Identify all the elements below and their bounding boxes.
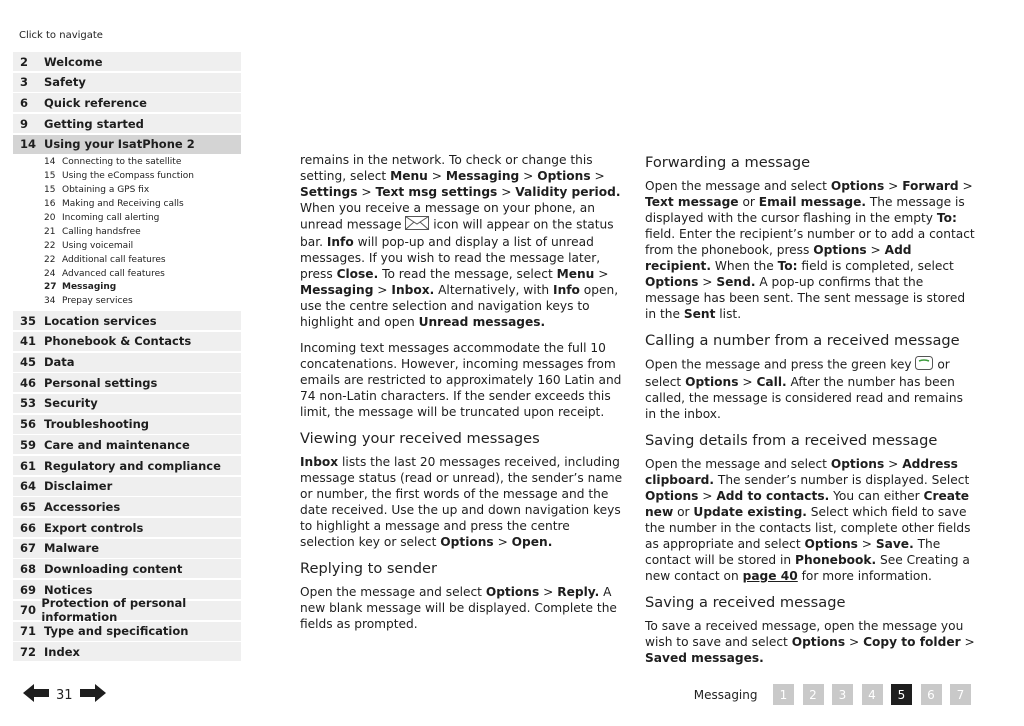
toc-subitem-incoming-call-alerting[interactable] [13, 212, 241, 226]
section-page-2[interactable]: 2 [803, 684, 824, 705]
toc-subitem-label: Messaging [62, 282, 117, 293]
previous-page-arrow-icon[interactable] [22, 683, 50, 707]
toc-item-label: Getting started [44, 116, 144, 131]
section-page-nav [694, 684, 971, 705]
toc-item-page: 41 [20, 334, 37, 349]
heading-saving-message: Saving a received message [645, 594, 846, 611]
toc-item-label: Protection of personal information [41, 596, 187, 625]
text-run: > [373, 283, 392, 297]
paragraph-forwarding [645, 178, 975, 322]
text-run: remains in the network. To check or change this setting, select [300, 153, 593, 183]
menu-term: Options [830, 179, 885, 193]
toc-item-label: Notices [44, 582, 93, 597]
toc-item-page: 56 [20, 417, 37, 432]
section-page-3[interactable]: 3 [832, 684, 853, 705]
menu-term: Options [685, 375, 739, 389]
menu-term: Open. [511, 535, 553, 549]
toc-subitem-making-and-receiving-calls[interactable] [13, 198, 241, 212]
toc-item-export-controls[interactable] [13, 518, 241, 537]
menu-term: Messaging [445, 169, 520, 183]
text-run: field is completed, select [797, 259, 954, 273]
toc-subitem-label: Calling handsfree [62, 226, 141, 237]
page-pager [22, 683, 107, 707]
menu-term: Update existing. [693, 505, 807, 519]
toc-subitem-label: Connecting to the satellite [62, 157, 182, 168]
menu-term: Add to contacts. [716, 489, 830, 503]
heading-calling-number: Calling a number from a received message [645, 332, 960, 349]
toc-item-regulatory-and-compliance[interactable] [13, 456, 241, 475]
menu-term: Settings [300, 185, 358, 199]
toc-subitem-label: Prepay services [62, 296, 133, 307]
toc-item-page: 59 [20, 437, 37, 452]
menu-term: Email message. [758, 195, 866, 209]
toc-item-label: Phonebook & Contacts [44, 334, 192, 349]
menu-term: Address clipboard. [645, 457, 958, 487]
menu-term: Text message [645, 195, 739, 209]
toc-item-page: 65 [20, 499, 37, 514]
toc-main-top [13, 52, 241, 154]
toc-item-downloading-content[interactable] [13, 559, 241, 578]
text-run: or [673, 505, 694, 519]
text-run: > [857, 537, 876, 551]
section-label: Messaging [693, 687, 758, 702]
menu-term: Inbox. [391, 283, 435, 297]
toc-item-label: Safety [44, 75, 86, 90]
paragraph-inbox [300, 454, 625, 550]
text-run: list. [715, 307, 742, 321]
toc-item-page: 72 [20, 644, 37, 659]
menu-term: Send. [716, 275, 756, 289]
toc-subitem-additional-call-features[interactable] [13, 254, 241, 268]
text-run: The sender’s number is displayed. Select [714, 473, 970, 487]
content-column-left [300, 152, 625, 642]
toc-subitem-page: 15 [44, 171, 56, 182]
toc-item-label: Accessories [44, 499, 121, 514]
menu-term: To: [936, 211, 957, 225]
toc-item-welcome[interactable] [13, 52, 241, 71]
toc-item-page: 67 [20, 541, 37, 556]
paragraph-saving-details [645, 456, 975, 584]
toc-item-page: 35 [20, 313, 37, 328]
toc-item-label: Personal settings [44, 375, 158, 390]
toc-item-label: Malware [44, 541, 100, 556]
text-run: A new blank message will be displayed. Complete the fields as prompted. [300, 585, 617, 631]
toc-item-label: Export controls [44, 520, 144, 535]
toc-item-location-services[interactable] [13, 311, 241, 330]
toc-item-page: 71 [20, 624, 37, 639]
text-run: To save a received message, open the message you wish to save and select [645, 619, 964, 649]
toc-item-getting-started[interactable] [13, 114, 241, 133]
paragraph-incoming-limits [300, 340, 625, 420]
toc-main-bottom [13, 311, 241, 661]
toc-item-page: 61 [20, 458, 37, 473]
toc-item-label: Type and specification [44, 624, 189, 639]
text-run: When you receive a message on your phone, an unread message [300, 201, 595, 232]
toc-item-troubleshooting[interactable] [13, 415, 241, 434]
toc-subitem-obtaining-a-gps-fix[interactable] [13, 184, 241, 198]
menu-term: Validity period. [515, 185, 621, 199]
text-run: > [594, 267, 609, 281]
toc-item-data[interactable] [13, 353, 241, 372]
menu-term: Text msg settings [375, 185, 498, 199]
menu-term: Saved messages. [645, 651, 764, 665]
toc-subitem-page: 22 [44, 240, 56, 251]
text-run: Open the message and select [645, 457, 831, 471]
toc-item-accessories[interactable] [13, 497, 241, 516]
menu-term: Create new [645, 489, 970, 519]
text-run: icon will appear on the status bar. [300, 217, 614, 249]
toc-item-page: 68 [20, 561, 37, 576]
page-number: 31 [56, 687, 73, 703]
toc-subitem-label: Incoming call alerting [62, 213, 160, 223]
toc-subitem-page: 14 [44, 157, 56, 168]
toc-item-type-and-specification[interactable] [13, 622, 241, 641]
text-run: > [539, 585, 558, 599]
text-run: Alternatively, with [434, 283, 554, 297]
text-run: The message is displayed with the cursor flashing in the empty [645, 195, 965, 225]
text-run: The contact will be stored in [645, 537, 941, 567]
text-run: Open the message and press the green key [645, 357, 916, 372]
text-run: > [884, 457, 903, 471]
menu-term: Add recipient. [645, 243, 912, 273]
navigate-hint: Click to navigate [19, 30, 103, 41]
toc-item-index[interactable] [13, 642, 241, 661]
text-run: Select which field to save the number in the contacts list, complete other fields as appropriate and select [645, 505, 971, 551]
section-page-7[interactable]: 7 [950, 684, 971, 705]
envelope-icon [405, 216, 429, 234]
toc-item-label: Data [44, 355, 75, 370]
menu-term: Options [791, 635, 846, 649]
text-run: lists the last 20 messages received, including message status (read or unread), the sender’s name or number, the first words of the message and the date received. Use the up and down navigation keys to highlight a message and press the centre selection key or select [300, 455, 623, 549]
toc-subitem-page: 34 [44, 296, 56, 307]
text-run: open, use the centre selection and navigation keys to highlight and open [300, 283, 619, 329]
text-run: or select [645, 357, 950, 389]
text-run: A pop-up confirms that the message has been sent. The sent message is stored in the [645, 275, 966, 321]
menu-term: Info [326, 235, 354, 249]
menu-term: Menu [390, 169, 428, 183]
toc-item-page: 45 [20, 355, 37, 370]
menu-term: Forward [902, 179, 959, 193]
menu-term: Options [830, 457, 885, 471]
toc-item-page: 64 [20, 479, 37, 494]
paragraph-reply [300, 584, 625, 632]
text-run: See Creating a new contact on [645, 553, 970, 583]
toc-sublist [13, 155, 241, 311]
menu-term: Reply. [557, 585, 600, 599]
section-page-1[interactable]: 1 [773, 684, 794, 705]
toc-item-page: 14 [20, 137, 37, 152]
text-run: > [960, 635, 975, 649]
text-run: Open the message and select [645, 179, 831, 193]
section-page-4[interactable]: 4 [862, 684, 883, 705]
toc-item-label: Using your IsatPhone 2 [44, 137, 195, 152]
menu-term: Options [813, 243, 867, 257]
toc-subitem-using-voicemail[interactable] [13, 240, 241, 254]
toc-subitem-connecting-to-the-satellite[interactable] [13, 156, 241, 170]
toc-subitem-using-the-ecompass-function[interactable] [13, 170, 241, 184]
toc-subitem-label: Additional call features [62, 254, 166, 265]
text-run: > [958, 179, 973, 193]
text-run: > [519, 169, 538, 183]
toc-item-label: Index [44, 644, 80, 659]
text-run: > [738, 375, 757, 389]
toc-item-security[interactable] [13, 394, 241, 413]
content-column-right [645, 152, 975, 676]
text-run: > [590, 169, 605, 183]
menu-term: Options [645, 275, 699, 289]
toc-subitem-label: Making and Receiving calls [62, 199, 184, 210]
page-link[interactable]: page 40 [742, 569, 798, 583]
toc-subitem-prepay-services[interactable] [13, 295, 241, 309]
text-run: field. Enter the recipient’s number or to add a contact from the phonebook, press [645, 227, 975, 257]
toc-subitem-page: 20 [44, 213, 56, 223]
toc-item-page: 53 [20, 396, 37, 411]
text-run: > [866, 243, 885, 257]
text-run: > [845, 635, 864, 649]
toc-item-protection-of-personal-information[interactable] [13, 596, 241, 625]
section-page-5[interactable]: 5 [891, 684, 912, 705]
text-run: > [698, 275, 717, 289]
toc-subitem-advanced-call-features[interactable] [13, 268, 241, 282]
toc-item-label: Care and maintenance [44, 437, 190, 452]
toc-subitem-page: 24 [44, 268, 56, 279]
heading-viewing-messages: Viewing your received messages [300, 430, 540, 447]
toc-item-page: 2 [20, 54, 29, 69]
text-run: > [698, 489, 717, 503]
menu-term: Unread messages. [418, 315, 546, 329]
text-run: To read the message, select [378, 267, 557, 281]
toc-item-page: 3 [20, 75, 29, 90]
menu-term: Menu [556, 267, 595, 281]
menu-term: Sent [683, 307, 716, 321]
paragraph-unread-message [300, 152, 625, 330]
menu-term: Save. [875, 537, 914, 551]
menu-term: Options [485, 585, 540, 599]
toc-item-care-and-maintenance[interactable] [13, 435, 241, 454]
toc-item-quick-reference[interactable] [13, 93, 241, 112]
heading-replying: Replying to sender [300, 560, 437, 577]
toc-item-label: Regulatory and compliance [44, 458, 221, 473]
toc-subitem-label: Advanced call features [62, 268, 165, 279]
toc-item-label: Downloading content [44, 561, 183, 576]
toc-subitem-messaging[interactable] [13, 281, 241, 295]
next-page-arrow-icon[interactable] [79, 683, 107, 707]
toc-item-page: 69 [20, 582, 37, 597]
toc-item-label: Disclaimer [44, 479, 113, 494]
text-run: > [497, 185, 516, 199]
section-page-6[interactable]: 6 [921, 684, 942, 705]
menu-term: Close. [336, 267, 379, 281]
menu-term: Info [553, 283, 580, 297]
toc-subitem-label: Obtaining a GPS fix [62, 185, 150, 196]
toc-subitem-page: 27 [44, 282, 57, 293]
menu-term: Options [537, 169, 591, 183]
text-run: will pop-up and display a list of unread messages. If you wish to read the message later, press [300, 235, 601, 281]
text-run: You can either [829, 489, 924, 503]
text-run: > [493, 535, 512, 549]
toc-item-using-your-isatphone-2[interactable] [13, 135, 241, 154]
toc-subitem-label: Using the eCompass function [62, 171, 195, 182]
toc-item-page: 66 [20, 520, 37, 535]
heading-saving-details: Saving details from a received message [645, 432, 938, 449]
toc-subitem-page: 21 [44, 226, 56, 237]
toc-item-phonebook-contacts[interactable] [13, 332, 241, 351]
paragraph-calling [645, 356, 975, 422]
heading-forwarding: Forwarding a message [645, 154, 811, 171]
toc-item-label: Security [44, 396, 98, 411]
toc-item-disclaimer[interactable] [13, 477, 241, 496]
toc-subitem-calling-handsfree[interactable] [13, 226, 241, 240]
toc-item-label: Troubleshooting [44, 417, 150, 432]
toc-item-page: 6 [20, 95, 29, 110]
menu-term: Copy to folder [863, 635, 961, 649]
menu-term: To: [777, 259, 798, 273]
text-run: > [357, 185, 376, 199]
toc-subitem-label: Using voicemail [62, 240, 134, 251]
menu-term: Inbox [300, 455, 339, 469]
menu-term: Phonebook. [795, 553, 877, 567]
toc-item-page: 9 [20, 116, 29, 131]
paragraph-saving-message [645, 618, 975, 666]
toc-item-label: Quick reference [44, 95, 147, 110]
toc-subitem-page: 16 [44, 199, 56, 210]
menu-term: Call. [756, 375, 787, 389]
text-run: After the number has been called, the message is considered read and remains in the inbox. [645, 375, 963, 421]
text-run: Incoming text messages accommodate the full 10 concatenations. However, incoming messages from emails are restricted to approximately 160 Latin and 74 non-Latin characters. If the sender exceeds this limit, the message will be truncated upon receipt. [300, 341, 622, 419]
menu-term: Messaging [300, 283, 374, 297]
toc-item-page: 46 [20, 375, 37, 390]
text-run: > [427, 169, 446, 183]
menu-term: Options [440, 535, 494, 549]
text-run: for more information. [797, 569, 932, 583]
toc-subitem-page: 15 [44, 185, 56, 196]
table-of-contents [13, 52, 241, 663]
text-run: or [738, 195, 759, 209]
menu-term: Options [804, 537, 858, 551]
green-call-key-icon [915, 356, 933, 374]
toc-item-personal-settings[interactable] [13, 373, 241, 392]
text-run: Open the message and select [300, 585, 486, 599]
text-run: > [884, 179, 903, 193]
toc-item-malware[interactable] [13, 539, 241, 558]
toc-item-page: 70 [20, 603, 37, 618]
toc-subitem-page: 22 [44, 254, 56, 265]
text-run: When the [710, 259, 778, 273]
toc-item-label: Location services [44, 313, 157, 328]
toc-item-safety[interactable] [13, 73, 241, 92]
toc-item-label: Welcome [44, 54, 103, 69]
menu-term: Options [645, 489, 699, 503]
